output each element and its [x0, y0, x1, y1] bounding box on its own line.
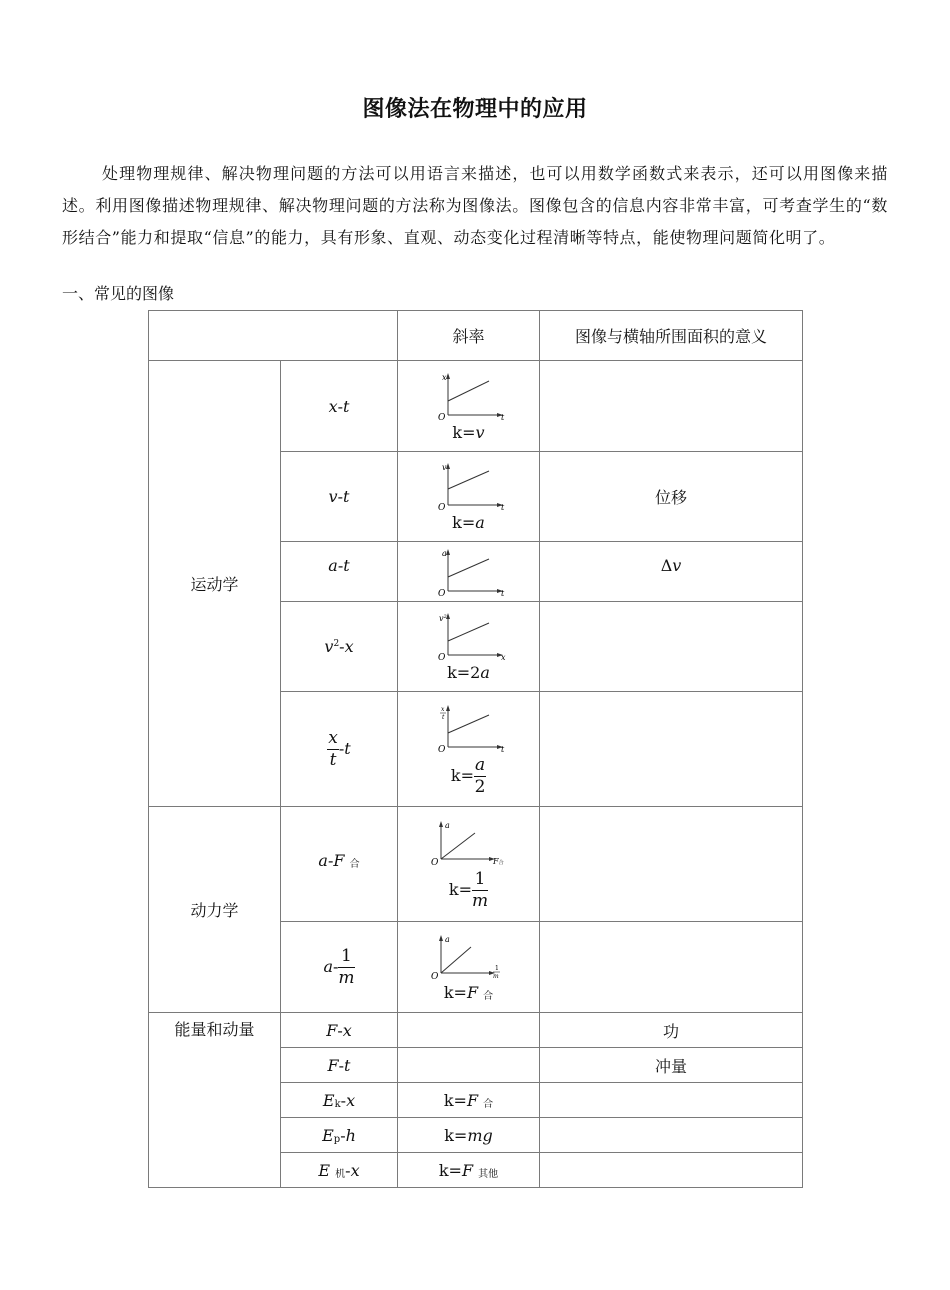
svg-text:a: a [444, 820, 450, 830]
slope-cell: x O t k=v [398, 361, 540, 452]
svg-text:t: t [441, 713, 444, 721]
area-cell [540, 1083, 803, 1118]
area-cell: Δv [540, 542, 803, 602]
graph-table [148, 310, 803, 1188]
group-kinematics: 运动学 [149, 361, 281, 807]
slope-cell: $v^2$ O x k=2a [398, 602, 540, 692]
svg-text:O: O [437, 412, 445, 421]
header-empty [149, 311, 398, 361]
x-t-graph [429, 371, 509, 421]
quantity-cell: E 机-x [281, 1153, 398, 1188]
slope-cell [398, 542, 540, 602]
a-1m-graph [429, 933, 509, 981]
v-t-graph [429, 461, 509, 511]
quantity-cell: $\frac{x}{t}$ -t [281, 692, 398, 807]
slope-cell: k=mg [398, 1118, 540, 1153]
svg-text:a: a [441, 548, 447, 558]
svg-text:t: t [500, 744, 504, 753]
quantity-cell: F-x [281, 1013, 398, 1048]
area-cell [540, 361, 803, 452]
area-cell: 功 [540, 1013, 803, 1048]
area-cell: 位移 [540, 452, 803, 542]
slope-cell: v O t k=a [398, 452, 540, 542]
svg-text:O: O [437, 588, 445, 597]
svg-text:x: x [441, 372, 447, 382]
header-slope: 斜率 [398, 311, 540, 361]
slope-cell: k=F 其他 [398, 1153, 540, 1188]
header-area: 图像与横轴所围面积的意义 [540, 311, 803, 361]
v2-x-graph [429, 611, 509, 661]
svg-text:a: a [444, 934, 450, 944]
slope-cell [398, 1013, 540, 1048]
quantity-cell: a-t [281, 542, 398, 602]
svg-text:v2: $v^2$ [438, 614, 447, 623]
area-cell [540, 1118, 803, 1153]
svg-text:1: 1 [494, 964, 499, 972]
quantity-cell: Ek-x [281, 1083, 398, 1118]
quantity-cell: $v^2-x$ [281, 602, 398, 692]
area-cell [540, 922, 803, 1013]
page-title: 图像法在物理中的应用 [362, 97, 588, 122]
section-heading: 一、常见的图像 [62, 284, 175, 303]
quantity-cell: a- $\frac{1}{m}$ [281, 922, 398, 1013]
svg-text:O: O [430, 857, 438, 868]
table-row [149, 1013, 803, 1048]
area-cell [540, 807, 803, 922]
area-cell: 冲量 [540, 1048, 803, 1083]
slope-cell: a O 1 m k=F 合 [398, 922, 540, 1013]
svg-text:m: m [492, 972, 499, 980]
svg-text:t: t [500, 588, 504, 597]
svg-text:O: O [437, 503, 445, 511]
slope-cell [398, 1048, 540, 1083]
slope-cell: x t O t k= $\frac{a}{2}$ [398, 692, 540, 807]
group-energy: 能量和动量 [149, 1013, 281, 1188]
svg-text:t: t [500, 503, 504, 511]
svg-text:O: O [437, 653, 445, 661]
quantity-cell: F-t [281, 1048, 398, 1083]
intro-paragraph: 处理物理规律、解决物理问题的方法可以用语言来描述，也可以用数学函数式来表示，还可以用图像来描述。利用图像描述物理规律、解决物理问题的方法称为图像法。图像包含的信息内容非常丰富，可考查学生的“数形结合”能力和提取“信息”的能力，具有形象、直观、动态变化过程清晰等特点，能使物理问题简化明了。 [62, 164, 888, 247]
svg-text:x: x [440, 705, 444, 713]
area-cell [540, 692, 803, 807]
quantity-cell: Ep-h [281, 1118, 398, 1153]
group-dynamics: 动力学 [149, 807, 281, 1013]
table-row [149, 807, 803, 922]
svg-text:F合: F合 [492, 856, 504, 866]
area-cell [540, 602, 803, 692]
svg-text:v: v [441, 463, 447, 472]
slope-cell: k=F 合 [398, 1083, 540, 1118]
svg-text:t: t [500, 412, 504, 421]
a-F-graph [429, 819, 509, 869]
table-header-row [149, 311, 803, 361]
svg-text:O: O [430, 971, 438, 981]
svg-text:x: x [500, 653, 506, 661]
slope-cell: a O F合 k= $\frac{1}{m}$ [398, 807, 540, 922]
a-t-graph [429, 547, 509, 597]
quantity-cell: x-t [281, 361, 398, 452]
table-row [149, 361, 803, 452]
xt-t-graph [429, 703, 509, 753]
quantity-cell: a-F 合 [281, 807, 398, 922]
svg-text:O: O [437, 744, 445, 753]
area-cell [540, 1153, 803, 1188]
quantity-cell: v-t [281, 452, 398, 542]
